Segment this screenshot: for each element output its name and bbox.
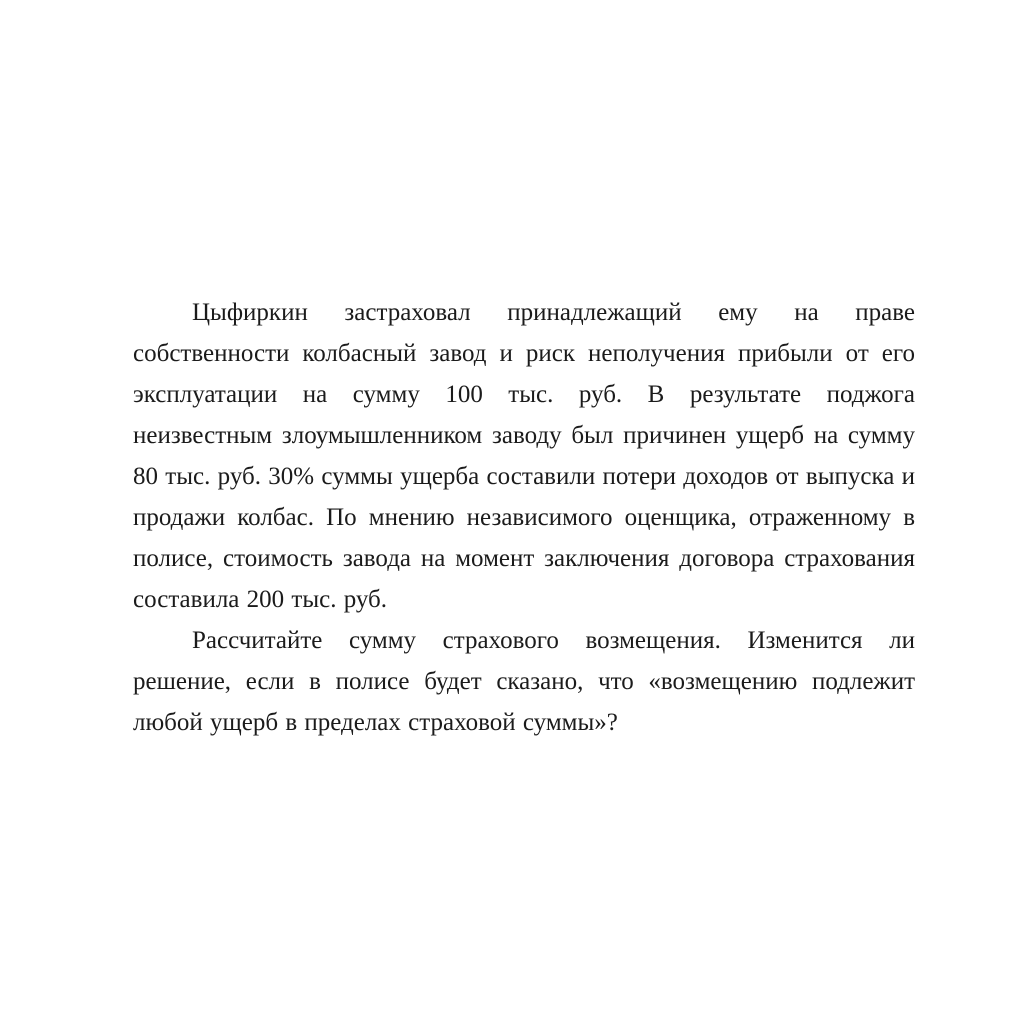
problem-statement-paragraph: Цыфиркин застраховал принадлежащий ему на праве собственности колбасный завод и риск неполучения прибыли от его эксплуатации на сумму 100 тыс. руб. В результате поджога неизвестным злоумышленником заводу был причинен ущерб на сумму 80 тыс. руб. 30% суммы ущерба составили потери доходов от выпуска и продажи колбас. По мнению независимого оценщика, отраженному в полисе, стоимость завода на момент заключения договора страхования составила 200 тыс. руб. <box>133 299 915 613</box>
task-question-paragraph: Рассчитайте сумму страхового возмещения. Изменится ли решение, если в полисе будет сказано, что «возмещению подлежит любой ущерб в пределах страховой суммы»? <box>133 627 915 736</box>
